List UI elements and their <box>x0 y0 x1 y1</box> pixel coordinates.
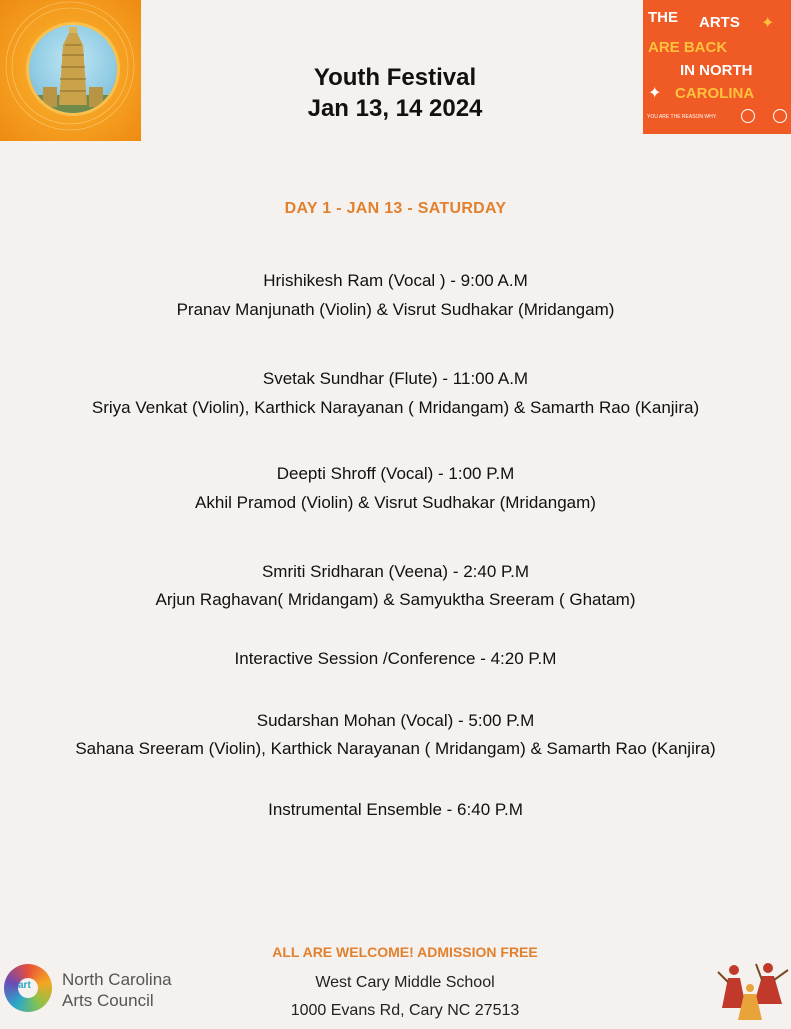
schedule-performer: Hrishikesh Ram (Vocal ) - 9:00 A.M <box>263 271 528 290</box>
day-heading: DAY 1 - JAN 13 - SATURDAY <box>284 200 507 217</box>
dancers-illustration <box>716 958 791 1024</box>
page-title-line1: Youth Festival <box>313 64 477 91</box>
badge-line-in-north: IN NORTH <box>680 62 753 79</box>
schedule-performer: Sudarshan Mohan (Vocal) - 5:00 P.M <box>256 711 535 730</box>
welcome-banner: ALL ARE WELCOME! ADMISSION FREE <box>272 944 538 960</box>
badge-line-the: THE <box>648 9 678 26</box>
schedule-accompanists: Akhil Pramod (Violin) & Visrut Sudhakar (Mridangam) <box>195 493 596 512</box>
schedule-ensemble: Instrumental Ensemble - 6:40 P.M <box>268 800 523 819</box>
schedule-accompanists: Arjun Raghavan( Mridangam) & Samyuktha Sreeram ( Ghatam) <box>155 590 636 609</box>
schedule-accompanists: Sriya Venkat (Violin), Karthick Narayanan ( Mridangam) & Samarth Rao (Kanjira) <box>91 398 700 417</box>
page-title-line2: Jan 13, 14 2024 <box>307 95 483 122</box>
schedule-conference: Interactive Session /Conference - 4:20 P.M <box>234 649 557 668</box>
temple-image <box>0 0 141 141</box>
art-logo-text: art <box>18 980 31 991</box>
badge-tagline: YOU ARE THE REASON WHY. <box>647 114 717 120</box>
council-name-line2: Arts Council <box>62 991 154 1010</box>
venue-name: West Cary Middle School <box>315 974 495 991</box>
badge-line-carolina: CAROLINA <box>675 85 755 102</box>
schedule-accompanists: Pranav Manjunath (Violin) & Visrut Sudhakar (Mridangam) <box>176 300 615 319</box>
sparkle-icon: ✦ <box>761 15 775 32</box>
council-name-line1: North Carolina <box>62 970 172 989</box>
seal-icon <box>773 109 787 123</box>
venue-address: 1000 Evans Rd, Cary NC 27513 <box>290 1002 520 1019</box>
seal-icon <box>741 109 755 123</box>
schedule-accompanists: Sahana Sreeram (Violin), Karthick Narayanan ( Mridangam) & Samarth Rao (Kanjira) <box>75 739 716 758</box>
schedule-performer: Svetak Sundhar (Flute) - 11:00 A.M <box>262 369 529 388</box>
schedule-performer: Smriti Sridharan (Veena) - 2:40 P.M <box>261 562 530 581</box>
nc-arts-council-logo <box>0 960 185 1024</box>
badge-line-are-back: ARE BACK <box>648 39 728 56</box>
schedule-performer: Deepti Shroff (Vocal) - 1:00 P.M <box>276 464 515 483</box>
art-logo-icon <box>4 964 52 1012</box>
badge-line-arts: ARTS <box>699 14 740 31</box>
arts-back-badge <box>643 0 791 134</box>
sparkle-icon: ✦ <box>648 85 662 102</box>
